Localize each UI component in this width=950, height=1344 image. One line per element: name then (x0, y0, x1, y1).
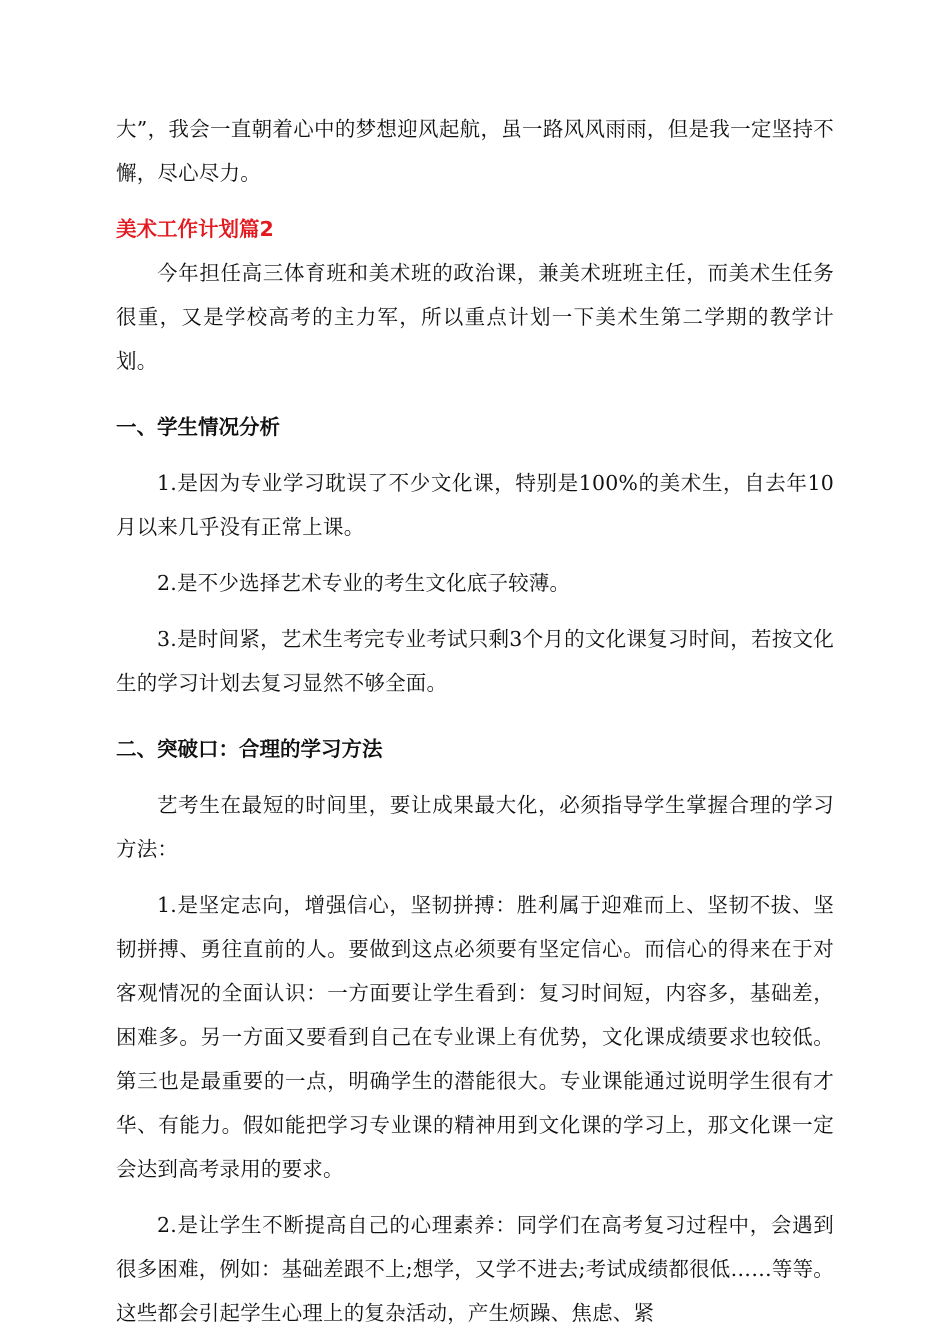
method-item-1: 1.是坚定志向，增强信心，坚韧拼搏：胜利属于迎难而上、坚韧不拔、坚韧拼搏、勇往直前的人。要做到这点必须要有坚定信心。而信心的得来在于对客观情况的全面认识：一方面要让学生看到：复习时间短，内容多，基础差，困难多。另一方面又要看到自己在专业课上有优势，文化课成绩要求也较低。第三也是最重要的一点，明确学生的潜能很大。专业课能通过说明学生很有才华、有能力。假如能把学习专业课的精神用到文化课的学习上，那文化课一定会达到高考录用的要求。 (116, 893, 834, 1181)
intro-paragraph: 今年担任高三体育班和美术班的政治课，兼美术班班主任，而美术生任务很重，又是学校高考的主力军，所以重点计划一下美术生第二学期的教学计划。 (116, 261, 834, 373)
method-item-2: 2.是让学生不断提高自己的心理素养：同学们在高考复习过程中，会遇到很多困难，例如：基础差跟不上;想学，又学不进去;考试成绩都很低……等等。这些都会引起学生心理上的复杂活动，产生烦躁、焦虑、紧 (116, 1213, 835, 1325)
analysis-item-3: 3.是时间紧，艺术生考完专业考试只剩3个月的文化课复习时间，若按文化生的学习计划去复习显然不够全面。 (116, 627, 834, 695)
method-intro-paragraph: 艺考生在最短的时间里，要让成果最大化，必须指导学生掌握合理的学习方法： (116, 793, 834, 861)
opening-paragraph: 大”，我会一直朝着心中的梦想迎风起航，虽一路风风雨雨，但是我一定坚持不懈，尽心尽力。 (116, 117, 834, 185)
document-body (116, 107, 834, 1335)
analysis-item-2: 2.是不少选择艺术专业的考生文化底子较薄。 (157, 571, 571, 595)
heading-student-analysis: 一、学生情况分析 (116, 415, 280, 439)
heading-study-method: 二、突破口：合理的学习方法 (116, 737, 383, 761)
section-title: 美术工作计划篇2 (116, 217, 274, 241)
analysis-item-1: 1.是因为专业学习耽误了不少文化课，特别是100%的美术生，自去年10月以来几乎没有正常上课。 (116, 471, 834, 539)
